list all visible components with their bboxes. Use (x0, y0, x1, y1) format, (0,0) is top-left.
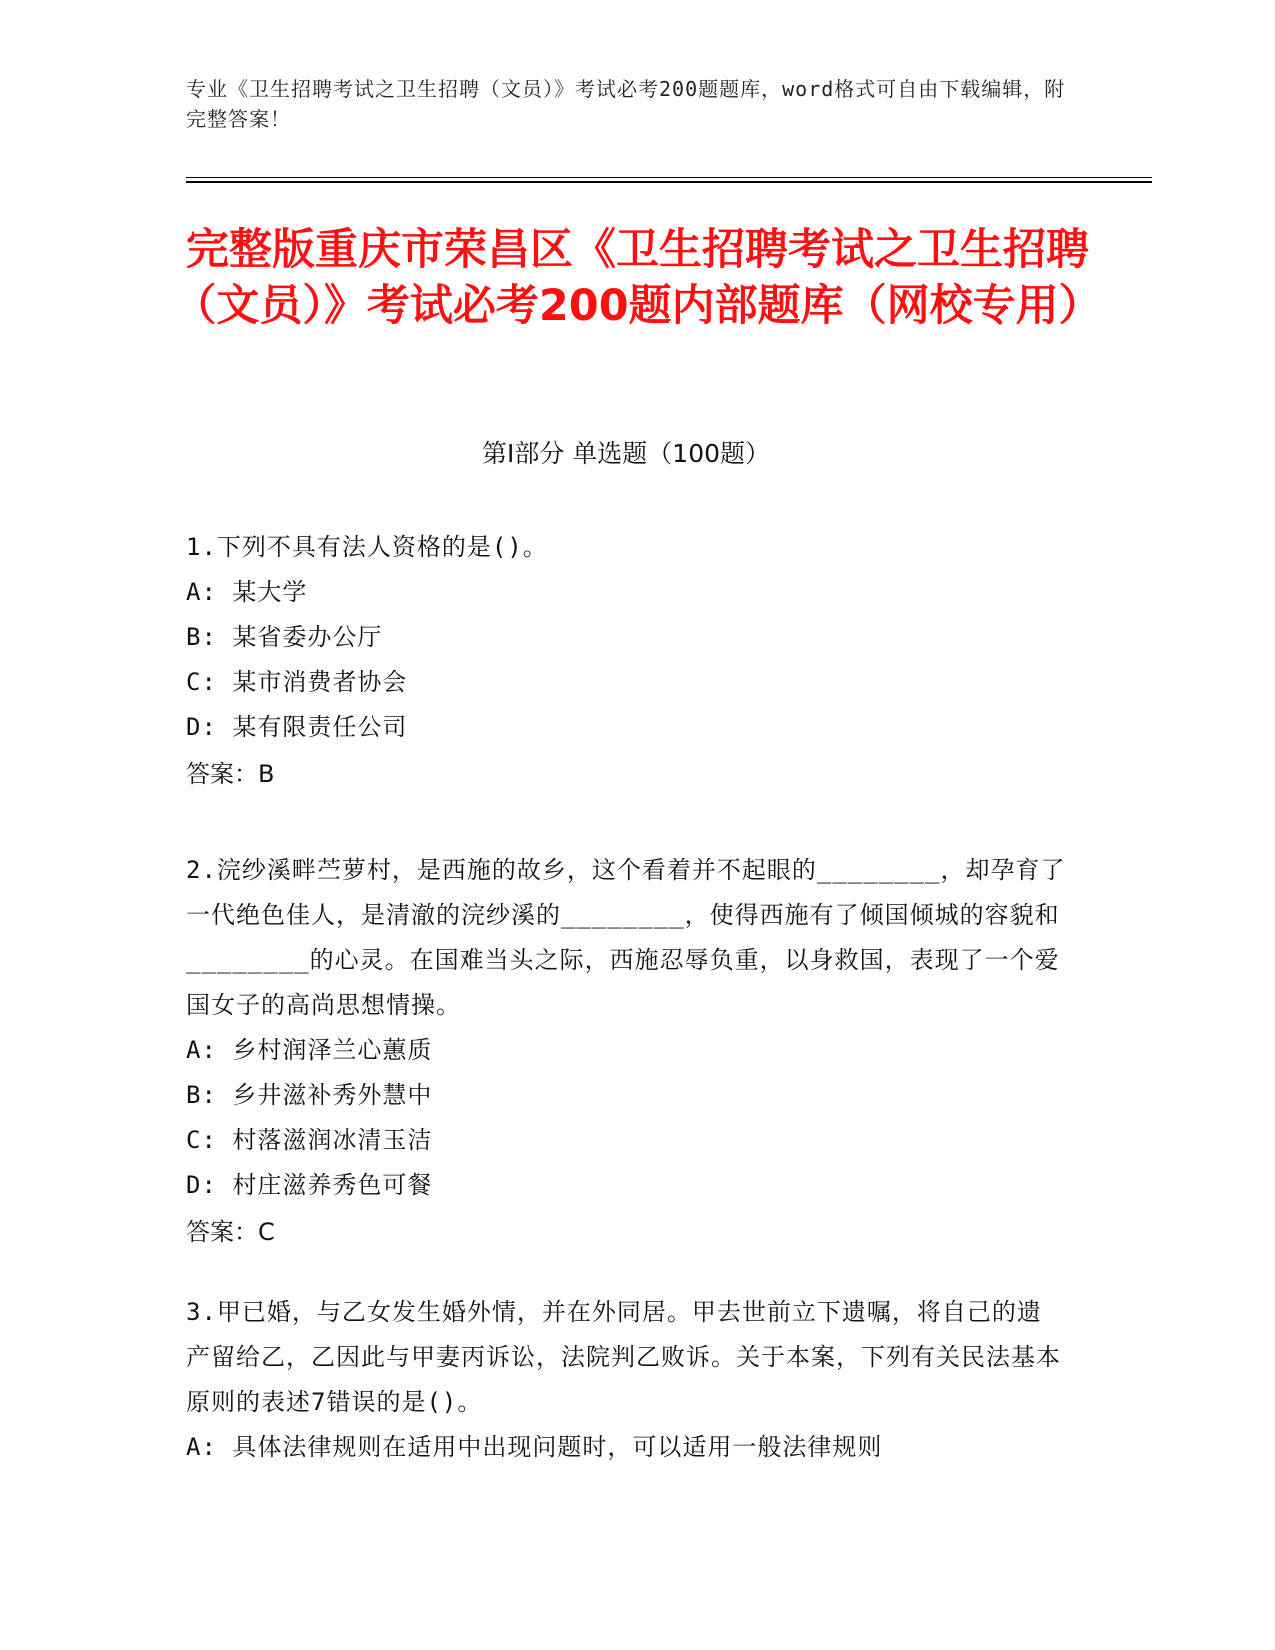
header-divider-thin (186, 177, 1152, 178)
question-1 (186, 525, 1066, 797)
answer: 答案：B (186, 760, 275, 788)
option-d: D: 某有限责任公司 (186, 713, 408, 741)
question-3 (186, 1290, 1066, 1470)
answer: 答案：C (186, 1218, 275, 1246)
question-2 (186, 848, 1066, 1255)
option-a: A: 具体法律规则在适用中出现问题时，可以适用一般法律规则 (186, 1433, 883, 1461)
option-c: C: 村落滋润冰清玉洁 (186, 1126, 433, 1154)
option-b: B: 乡井滋补秀外慧中 (186, 1081, 433, 1109)
option-c: C: 某市消费者协会 (186, 668, 408, 696)
header-divider-thick (186, 181, 1152, 183)
question-stem: 2.浣纱溪畔苎萝村，是西施的故乡，这个看着并不起眼的________，却孕育了一代绝色佳人，是清澈的浣纱溪的________，使得西施有了倾国倾城的容貌和________的心灵。在国难当头之际，西施忍辱负重，以身救国，表现了一个爱国女子的高尚思想情操。 (186, 856, 1066, 1019)
document-title: 完整版重庆市荣昌区《卫生招聘考试之卫生招聘（文员）》考试必考200题内部题库（网校专用） (173, 225, 1102, 331)
option-d: D: 村庄滋养秀色可餐 (186, 1171, 433, 1199)
question-stem: 1.下列不具有法人资格的是()。 (186, 533, 548, 561)
option-a: A: 乡村润泽兰心蕙质 (186, 1036, 433, 1064)
question-stem: 3.甲已婚，与乙女发生婚外情，并在外同居。甲去世前立下遗嘱，将自己的遗产留给乙，乙因此与甲妻丙诉讼，法院判乙败诉。关于本案，下列有关民法基本原则的表述7错误的是()。 (186, 1298, 1061, 1416)
option-b: B: 某省委办公厅 (186, 623, 383, 651)
section-title: 第Ⅰ部分 单选题（100题） (481, 439, 771, 468)
header-note: 专业《卫生招聘考试之卫生招聘（文员）》考试必考200题题库，word格式可自由下载编辑，附完整答案！ (186, 77, 1066, 131)
option-a: A: 某大学 (186, 578, 308, 606)
